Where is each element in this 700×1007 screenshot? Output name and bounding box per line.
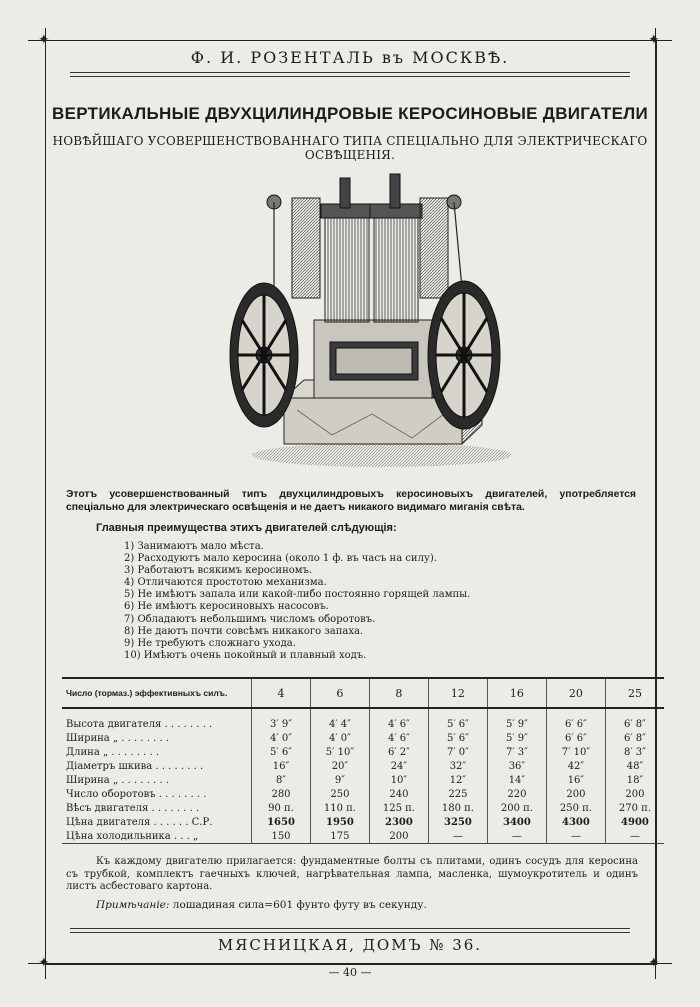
table-cell: 125 п. [369,801,428,815]
remark-label: Примѣчаніе: [96,899,170,911]
table-cell: 7′ 10″ [546,745,605,759]
row-label: Цѣна холодильника . . . „ [62,829,252,844]
list-item: 4) Отличаются простотою механизма. [124,577,327,589]
row-label: Ширина „ . . . . . . . . [66,774,169,786]
table-cell: 6′ 8″ [605,731,664,745]
table-row [62,829,664,844]
intro-paragraph: Этотъ усовершенствованный типъ двухцилиндровыхъ керосиновыхъ двигателей, употребляется спеціально для электрическаго освѣщенія и не даетъ никакого видимаго миганія свѣта. [66,489,636,513]
corner-ornament-icon: ✦ [648,955,660,971]
corner-ornament-icon: ✦ [648,32,660,48]
table-cell: 10″ [369,773,428,787]
table-cell: 7′ 0″ [428,745,487,759]
table-cell: 18″ [605,773,664,787]
page-title: ВЕРТИКАЛЬНЫЕ ДВУХЦИЛИНДРОВЫЕ КЕРОСИНОВЫЕ ДВИГАТЕЛИ [52,104,648,123]
table-row [62,759,664,773]
table-cell: 32″ [428,759,487,773]
table-cell: 6′ 6″ [546,717,605,731]
corner-ornament-icon: ✦ [38,955,50,971]
table-header-cell: 25 [605,678,664,708]
table-row [62,717,664,731]
list-item: 1) Занимаютъ мало мѣста. [124,541,264,552]
table-cell: 200 [605,787,664,801]
table-cell: 3250 [428,815,487,829]
table-cell: 200 [369,829,428,844]
table-cell: 12″ [428,773,487,787]
table-cell: 5′ 6″ [428,731,487,745]
table-cell: 16″ [546,773,605,787]
header-rule [70,72,630,77]
table-cell: — [428,829,487,844]
table-cell: 4900 [605,815,664,829]
table-cell: 4′ 4″ [310,717,369,731]
table-cell: 14″ [487,773,546,787]
publisher-header: Ф. И. РОЗЕНТАЛЬ въ МОСКВѢ. [190,48,510,67]
table-cell: 270 п. [605,801,664,815]
table-cell: 5′ 6″ [428,717,487,731]
table-header-label: Число (тормаз.) эффективныхъ силъ. [62,678,252,708]
row-label: Ширина „ . . . . . . . . [66,732,169,744]
table-cell: 5′ 10″ [310,745,369,759]
table-cell: 5′ 9″ [487,717,546,731]
list-item: 9) Не требуютъ сложнаго ухода. [124,637,296,649]
table-cell: 4′ 6″ [369,717,428,731]
list-item: 3) Работаютъ всякимъ керосиномъ. [124,565,313,577]
row-label: Вѣсъ двигателя . . . . . . . . [66,802,200,814]
table-cell: — [487,829,546,844]
advantages-heading: Главныя преимущества этихъ двигателей слѣдующія: [96,522,397,534]
table-cell: 250 п. [546,801,605,815]
row-label: Цѣна двигателя . . . . . . С.Р. [66,816,213,828]
list-item: 2) Расходуютъ мало керосина (около 1 ф. въ часъ на силу). [124,553,437,565]
table-cell: 48″ [605,759,664,773]
table-cell: 9″ [310,773,369,787]
list-item: 5) Не имѣютъ запала или какой-либо постоянно горящей лампы. [124,589,471,601]
list-item: 8) Не даютъ почти совсѣмъ никакого запаха. [124,625,364,637]
table-row [62,773,664,787]
row-label: Діаметръ шкива . . . . . . . . [66,760,204,772]
table-cell: 150 [252,829,311,844]
table-cell: 1650 [252,815,311,829]
table-cell: 16″ [252,759,311,773]
table-cell: 90 п. [252,801,311,815]
table-cell: 24″ [369,759,428,773]
page-subtitle: НОВѢЙШАГО УСОВЕРШЕНСТВОВАННАГО ТИПА СПЕЦІАЛЬНО ДЛЯ ЭЛЕКТРИЧЕСКАГО ОСВѢЩЕНІЯ. [52,134,648,162]
frame-left-line [45,28,46,979]
frame-bottom-line [28,963,672,964]
table-cell: 20″ [310,759,369,773]
table-cell: 7′ 3″ [487,745,546,759]
table-cell: 180 п. [428,801,487,815]
table-row [62,787,664,801]
table-cell: 6′ 2″ [369,745,428,759]
table-cell: 6′ 6″ [546,731,605,745]
table-cell: 220 [487,787,546,801]
table-cell: — [546,829,605,844]
page-number: — 40 — [328,966,372,979]
list-item: 10) Имѣютъ очень покойный и плавный ходъ. [124,649,367,661]
table-cell: 6′ 8″ [605,717,664,731]
engine-illustration [222,170,512,470]
row-label: Высота двигателя . . . . . . . . [66,718,213,730]
table-header-cell: 16 [487,678,546,708]
table-cell: 5′ 6″ [252,745,311,759]
table-header-cell: 8 [369,678,428,708]
table-cell: 2300 [369,815,428,829]
table-cell: 42″ [546,759,605,773]
table-row [62,731,664,745]
table-cell: 3′ 9″ [252,717,311,731]
table-cell: 225 [428,787,487,801]
list-item: 6) Не имѣютъ керосиновыхъ насосовъ. [124,601,329,613]
table-cell: 250 [310,787,369,801]
table-cell: 200 [546,787,605,801]
table-cell: 240 [369,787,428,801]
table-cell: 3400 [487,815,546,829]
table-cell: 110 п. [310,801,369,815]
table-header-cell: 6 [310,678,369,708]
corner-ornament-icon: ✦ [38,32,50,48]
table-cell: 175 [310,829,369,844]
row-label: Длина „ . . . . . . . . [66,746,159,758]
table-cell: 4300 [546,815,605,829]
table-cell: — [605,829,664,844]
table-row [62,815,664,829]
table-cell: 4′ 0″ [310,731,369,745]
list-item: 7) Обладаютъ небольшимъ числомъ оборотовъ. [124,613,376,625]
table-row [62,801,664,815]
table-header-cell: 20 [546,678,605,708]
accessories-note: Къ каждому двигателю прилагается: фундаментные болты съ плитами, одинъ сосудъ для керосина съ трубкой, комплектъ гаечныхъ ключей, нагрѣвательная лампа, масленка, шумоукротитель и одинъ листъ асбестоваго картона. [66,856,638,892]
footer-rule [70,928,630,933]
table-header-cell: 4 [252,678,311,708]
specification-table [62,677,664,844]
table-cell: 4′ 0″ [252,731,311,745]
row-label: Число оборотовъ . . . . . . . . [66,788,207,800]
table-cell: 280 [252,787,311,801]
table-cell: 1950 [310,815,369,829]
remark [96,899,427,911]
table-spacer [62,708,664,717]
frame-top-line [28,40,672,41]
table-header-row [62,678,664,708]
advantages-list [124,541,470,662]
table-cell: 5′ 9″ [487,731,546,745]
table-cell: 200 п. [487,801,546,815]
address-footer: МЯСНИЦКАЯ, ДОМЪ № 36. [217,936,483,954]
remark-text: лошадиная сила=601 фунто футу въ секунду. [169,899,427,911]
table-row [62,745,664,759]
table-cell: 8′ 3″ [605,745,664,759]
table-cell: 8″ [252,773,311,787]
table-cell: 4′ 6″ [369,731,428,745]
table-header-cell: 12 [428,678,487,708]
table-cell: 36″ [487,759,546,773]
